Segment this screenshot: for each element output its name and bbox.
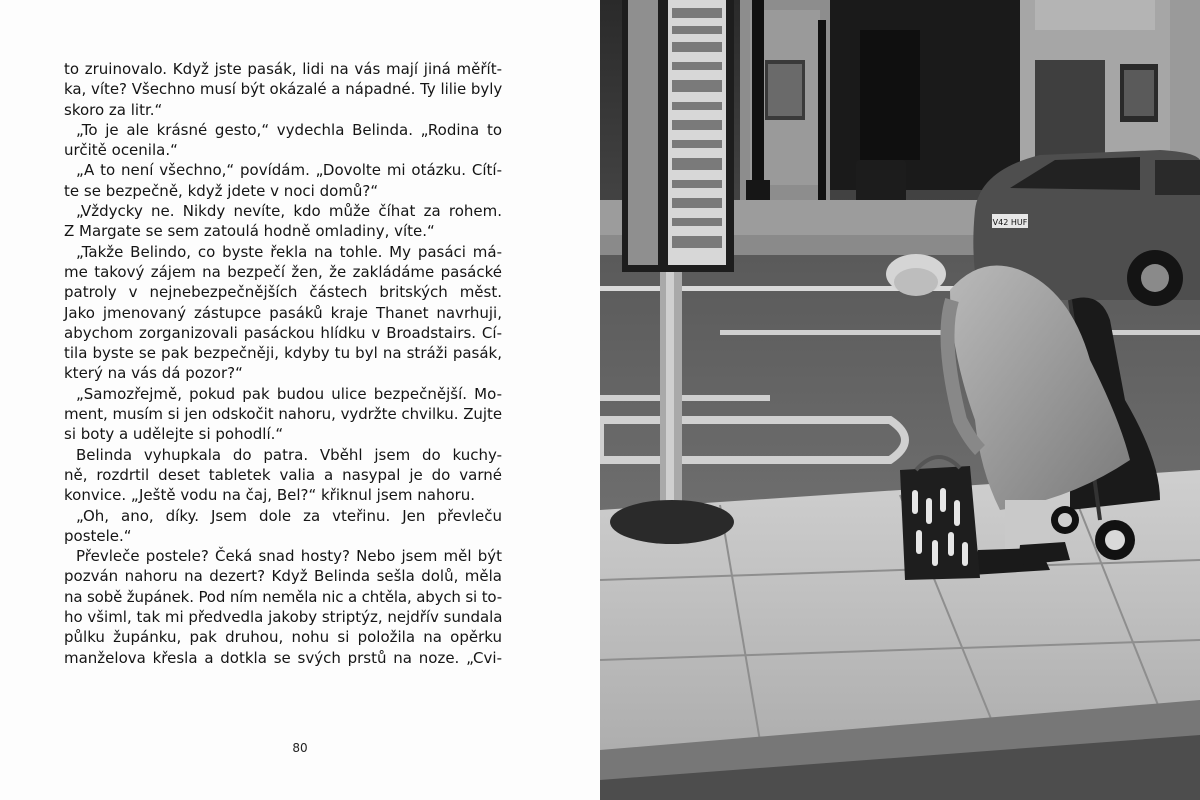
shopping-bag xyxy=(900,457,980,580)
text-line: tila byste se pak bezpečněji, kdyby tu byl na stráži pasák, xyxy=(64,344,502,363)
text-line: konvice. „Ještě vodu na čaj, Bel?“ křiknul jsem nahoru. xyxy=(64,486,476,505)
text-line: manželova křesla a dotkla se svých prstů na noze. „Cvi- xyxy=(64,648,502,667)
text-line: „Oh, ano, díky. Jsem dole za vteřinu. Jen převleču xyxy=(76,506,502,525)
text-line: Belinda vyhupkala do patra. Vběhl jsem do kuchy- xyxy=(76,445,502,464)
text-line: abychom zorganizovali pasáckou hlídku v Broadstairs. Cí- xyxy=(64,323,502,342)
body-text xyxy=(64,59,502,668)
street-photo xyxy=(600,0,1200,800)
text-line: ka, víte? Všechno musí být okázalé a nápadné. Ty lilie byly xyxy=(64,80,503,99)
text-line: „A to není všechno,“ povídám. „Dovolte mi otázku. Cítí- xyxy=(76,161,502,180)
text-line: postele.“ xyxy=(64,526,132,545)
text-line: si boty a udělejte si pohodlí.“ xyxy=(64,425,284,444)
text-line: skoro za litr.“ xyxy=(64,100,163,119)
text-line: „To je ale krásné gesto,“ vydechla Belinda. „Rodina to xyxy=(76,120,502,139)
page-number: 80 xyxy=(292,741,308,755)
text-line: Jako jmenovaný zástupce pasáků kraje Thanet navrhuji, xyxy=(64,303,502,322)
text-line: me takový zájem na bezpečí žen, že zakládáme pasácké xyxy=(64,262,502,281)
text-line: te se bezpečně, když jdete v noci domů?“ xyxy=(64,181,379,200)
text-line: „Vždycky ne. Nikdy nevíte, kdo může číhat za rohem. xyxy=(76,202,502,221)
text-line: „Samozřejmě, pokud pak budou ulice bezpečnější. Mo- xyxy=(76,384,502,403)
licence-plate: V42 HUF xyxy=(992,218,1028,227)
text-line: patroly v nejnebezpečnějších částech britských měst. xyxy=(64,283,502,302)
text-line: na sobě župánek. Pod ním neměla nic a chtěla, abych si to- xyxy=(64,587,502,606)
text-line: který na vás dá pozor?“ xyxy=(64,364,243,383)
text-line: půlku župánku, pak druhou, nohu si položila na opěrku xyxy=(64,628,502,647)
text-line: ho všiml, tak mi předvedla jakoby striptýz, nejdřív sundala xyxy=(64,608,503,627)
text-line: „Takže Belindo, co byste řekla na tohle. My pasáci má- xyxy=(76,242,502,261)
text-line: Převleče postele? Čeká snad hosty? Nebo jsem měl být xyxy=(76,547,502,566)
text-line: ment, musím si jen odskočit nahoru, vydržte chvilku. Zujte xyxy=(64,405,502,424)
text-line: to zruinovalo. Když jste pasák, lidi na vás mají jiná měřít- xyxy=(64,60,502,78)
text-line: ně, rozdrtil deset tabletek valia a nasypal je do varné xyxy=(64,465,502,484)
text-line: Z Margate se sem zatoulá hodně omladiny, víte.“ xyxy=(64,222,435,241)
text-line: určitě ocenila.“ xyxy=(64,141,178,160)
text-line: pozván nahoru na dezert? Když Belinda sešla dolů, měla xyxy=(64,567,502,586)
